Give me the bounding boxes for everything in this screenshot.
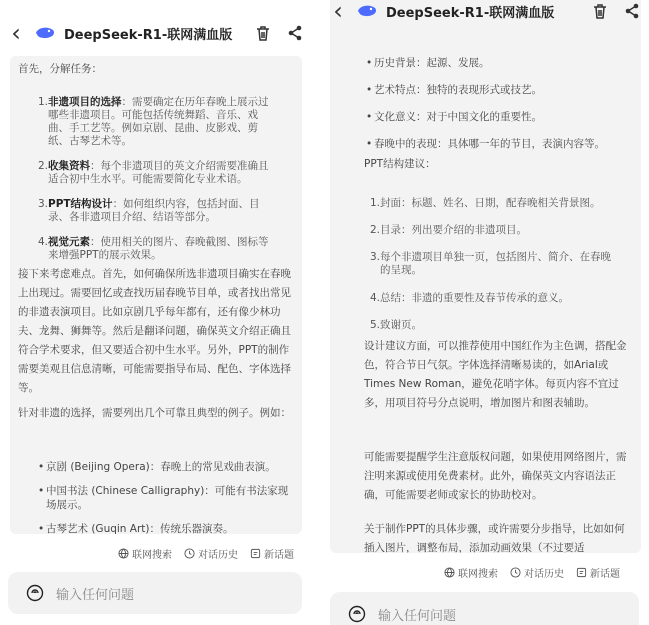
- new-chat-label: 新话题: [590, 569, 620, 580]
- bullet-text: 京剧 (Beijing Opera)：春晚上的常见戏曲表演。: [46, 461, 276, 473]
- bullet-text: 古琴艺术 (Guqin Art)：传统乐器演奏。: [46, 523, 234, 534]
- right-screen: [322, 0, 649, 625]
- paragraph: 可能需要提醒学生注意版权问题，如果使用网络图片，需注明来源或使用免费素材。此外，确保英文内容语法正确，可能需要老师或家长的协助校对。: [364, 451, 627, 501]
- intro-text: 首先，分解任务：: [18, 63, 102, 75]
- left-screen: [0, 0, 312, 625]
- input-placeholder: 输入任何问题: [378, 608, 457, 624]
- action-chips: [118, 546, 294, 561]
- list-number: 2.: [370, 224, 381, 236]
- bullet-item: • 春晚中的表现：具体哪一年的节目，表演内容等。: [366, 138, 605, 150]
- list-item: [38, 96, 274, 148]
- list-item: [370, 319, 621, 332]
- list-number: 1.: [38, 96, 49, 108]
- list-item: [370, 251, 621, 277]
- globe-icon: [444, 567, 455, 578]
- page-title: DeepSeek-R1-联网满血版: [64, 27, 233, 43]
- bullet-text: 春晚中的表现：具体哪一年的节目，表演内容等。: [374, 138, 605, 150]
- web-search-label: 联网搜索: [458, 569, 498, 580]
- list-item-text: 目录：列出要介绍的非遗项目。: [380, 224, 527, 236]
- new-chat-icon: [250, 548, 261, 559]
- clock-icon: [184, 548, 195, 559]
- globe-icon: [118, 548, 129, 559]
- bullet-item: • 古琴艺术 (Guqin Art)：传统乐器演奏。: [38, 523, 234, 534]
- bullet-item: • 文化意义：对于中国文化的重要性。: [366, 111, 542, 123]
- list-item: [370, 197, 621, 210]
- list-number: 3.: [38, 198, 49, 210]
- list-item-head: 收集资料: [48, 160, 90, 172]
- bullet-item: • 艺术特点：独特的表现形式或技艺。: [366, 84, 542, 96]
- list-number: 4.: [370, 292, 381, 304]
- list-item-text: ：需要确定在历年春晚上展示过哪些非遗项目。可能包括传统舞蹈、音乐、戏曲、手工艺等。例如京剧、昆曲、皮影戏、剪纸、古琴艺术等。: [48, 96, 269, 147]
- list-item-text: ：使用相关的图片、春晚截图、图标等来增强PPT的展示效果。: [48, 236, 269, 261]
- chat-input[interactable]: [8, 572, 302, 614]
- bullet-text: 历史背景：起源、发展。: [374, 57, 490, 69]
- assistant-reasoning-block: [10, 56, 302, 534]
- list-number: 5.: [370, 319, 381, 331]
- list-item: [38, 198, 274, 224]
- trash-icon[interactable]: [591, 2, 609, 20]
- input-placeholder: 输入任何问题: [56, 587, 135, 603]
- paragraph: 设计建议方面，可以推荐使用中国红作为主色调，搭配金色，符合节日气氛。字体选择清晰易读的，如Arial或Times New Roman，避免花哨字体。每页内容不宜过多，用项目符号分点说明，增加图片和图表辅助。: [364, 340, 627, 409]
- share-icon[interactable]: [623, 2, 641, 20]
- list-item-text: 每个非遗项目单独一页，包括图片、简介、在春晚的呈现。: [380, 251, 611, 276]
- new-chat-button[interactable]: [576, 565, 620, 580]
- trash-icon[interactable]: [254, 24, 272, 42]
- list-item-head: PPT结构设计: [48, 198, 113, 210]
- bullet-text: 艺术特点：独特的表现形式或技艺。: [374, 84, 542, 96]
- web-search-button[interactable]: [118, 546, 172, 561]
- new-chat-button[interactable]: [250, 546, 294, 561]
- list-number: 4.: [38, 236, 49, 248]
- share-icon[interactable]: [286, 24, 304, 42]
- history-button[interactable]: [510, 565, 564, 580]
- deep-think-icon[interactable]: [26, 584, 44, 602]
- bullet-text: 中国书法 (Chinese Calligraphy)：可能有书法家现场展示。: [46, 485, 289, 511]
- paragraph: 关于制作PPT的具体步骤，或许需要分步指导，比如如何插入图片，调整布局，添加动画效果（不过要适: [364, 523, 625, 553]
- web-search-label: 联网搜索: [132, 550, 172, 561]
- action-chips: [444, 565, 620, 580]
- deepseek-logo-icon: [356, 3, 378, 19]
- assistant-reasoning-block: [330, 0, 641, 553]
- history-label: 对话历史: [524, 569, 564, 580]
- bullet-item: • 中国书法 (Chinese Calligraphy)：可能有书法家现场展示。: [38, 485, 289, 511]
- history-button[interactable]: [184, 546, 238, 561]
- list-item-text: 总结：非遗的重要性及春节传承的意义。: [380, 292, 569, 304]
- app-header: [322, 0, 649, 32]
- web-search-button[interactable]: [444, 565, 498, 580]
- history-label: 对话历史: [198, 550, 238, 561]
- list-item: [38, 236, 274, 262]
- paragraph: 接下来考虑难点。首先，如何确保所选非遗项目确实在春晚上出现过。需要回忆或查找历届春晚节目单，或者找出常见的非遗表演项目。比如京剧几乎每年都有，还有像少林功夫、龙舞、狮舞等。然后是翻译问题，确保英文介绍正确且符合学术要求，但又要适合初中生水平。另外，PPT的制作需要美观且信息清晰，可能需要指导布局、配色、字体选择等。: [18, 268, 291, 394]
- bullet-item: • 历史背景：起源、发展。: [366, 57, 490, 69]
- list-item: [38, 160, 274, 186]
- list-item-text: ：如何组织内容，包括封面、目录、各非遗项目介绍、结语等部分。: [48, 198, 260, 223]
- list-item-head: 非遗项目的选择: [48, 96, 122, 108]
- list-item: [370, 292, 621, 305]
- bullet-text: 文化意义：对于中国文化的重要性。: [374, 111, 542, 123]
- clock-icon: [510, 567, 521, 578]
- list-item-head: 视觉元素: [48, 236, 90, 248]
- new-chat-label: 新话题: [264, 550, 294, 561]
- list-number: 1.: [370, 197, 381, 209]
- list-item-text: 致谢页。: [380, 319, 422, 331]
- app-header: [0, 8, 312, 58]
- back-icon[interactable]: ‹: [11, 19, 21, 47]
- list-number: 3.: [370, 251, 381, 263]
- page-title: DeepSeek-R1-联网满血版: [386, 5, 555, 21]
- bullet-item: • 京剧 (Beijing Opera)：春晚上的常见戏曲表演。: [38, 461, 276, 473]
- list-number: 2.: [38, 160, 49, 172]
- back-icon[interactable]: ‹: [333, 0, 343, 25]
- list-item-text: ：每个非遗项目的英文介绍需要准确且适合初中生水平。可能需要简化专业术语。: [48, 160, 269, 185]
- list-item-text: 封面：标题、姓名、日期，配春晚相关背景图。: [380, 197, 601, 209]
- list-item: [370, 224, 621, 237]
- chat-input[interactable]: [330, 592, 639, 625]
- new-chat-icon: [576, 567, 587, 578]
- deep-think-icon[interactable]: [348, 605, 366, 623]
- paragraph: 针对非遗的选择，需要列出几个可靠且典型的例子。例如：: [18, 407, 291, 419]
- section-heading: PPT结构建议：: [364, 158, 436, 170]
- deepseek-logo-icon: [34, 25, 56, 41]
